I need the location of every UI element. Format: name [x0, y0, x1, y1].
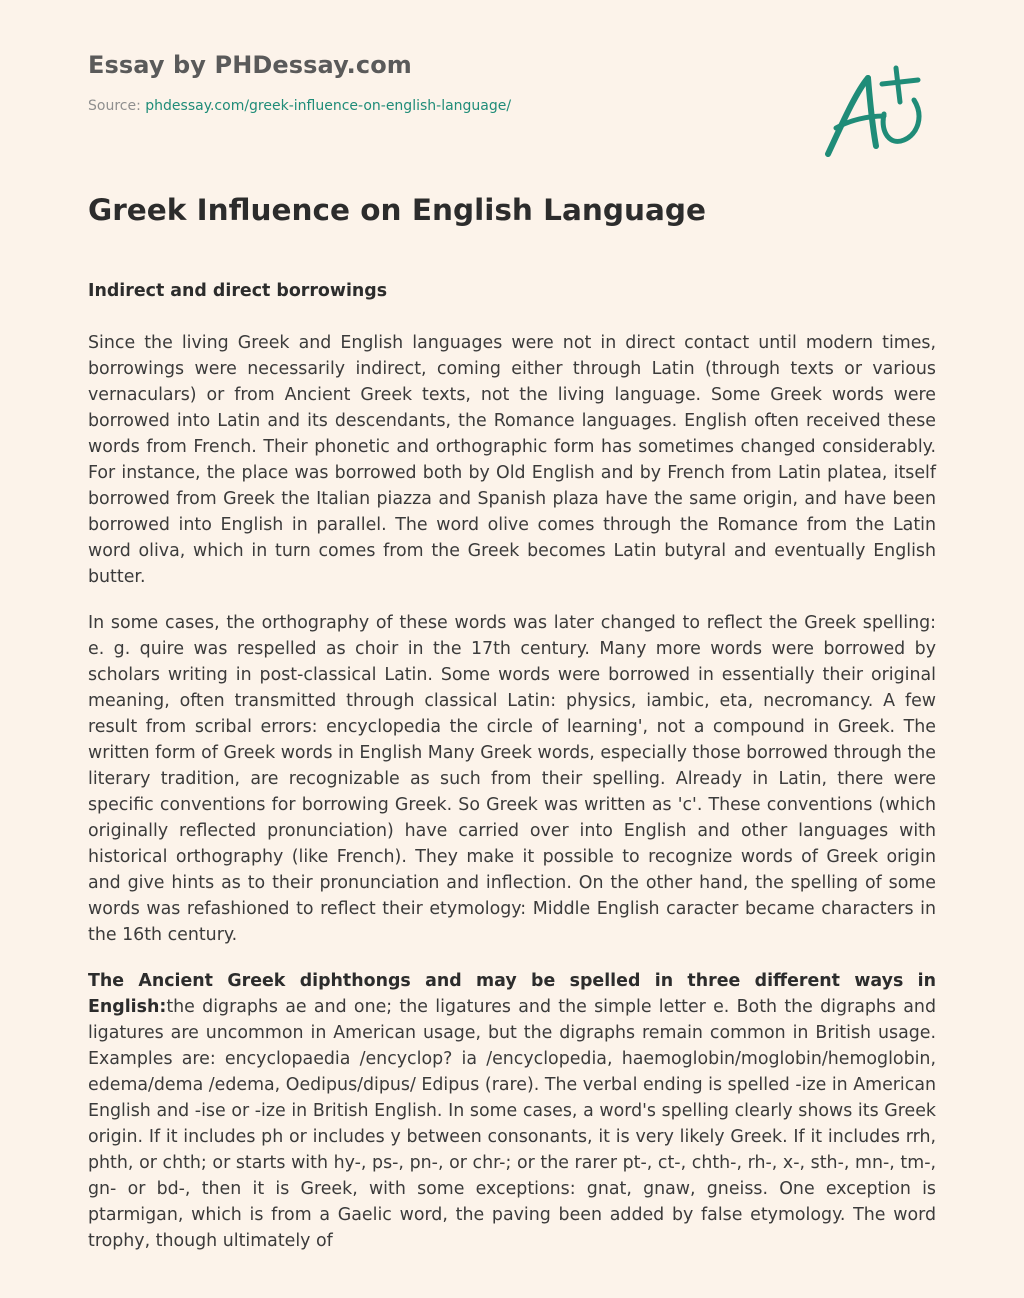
site-brand: Essay by PHDessay.com: [88, 51, 412, 79]
section-heading: Indirect and direct borrowings: [88, 281, 388, 301]
paragraph-lead: The Ancient Greek diphthongs and may be spelled in three different ways in English:: [88, 971, 936, 1017]
source-label: Source:: [88, 98, 146, 114]
essay-title: Greek Influence on English Language: [88, 193, 707, 227]
paragraph: In some cases, the orthography of these words was later changed to reflect the Greek spelling: e. g. quire was respelled as choir in the 17th century. Many more words were borrowed by scholars writing in post-classical Latin. Some words were borrowed in essentially their original meaning, often transmitted through classical Latin: physics, iambic, eta, necromancy. A few result from scribal errors: encyclopedia the circle of learning', not a compound in Greek. The written form of Greek words in English Many Greek words, especially those borrowed through the literary tradition, are recognizable as such from their spelling. Already in Latin, there were specific conventions for borrowing Greek. So Greek was written as 'c'. These conventions (which originally reflected pronunciation) have carried over into English and other languages with historical orthography (like French). They make it possible to recognize words of Greek origin and give hints as to their pronunciation and inflection. On the other hand, the spelling of some words was refashioned to reflect their etymology: Middle English caracter became characters in the 16th century.: [88, 613, 936, 945]
paragraph: [88, 968, 936, 1254]
essay-body: [88, 278, 936, 1274]
header: [88, 48, 788, 116]
source-link[interactable]: phdessay.com/greek-influence-on-english-language/: [145, 98, 512, 114]
paragraph: Since the living Greek and English languages were not in direct contact until modern times, borrowings were necessarily indirect, coming either through Latin (through texts or various vernaculars) or from Ancient Greek texts, not the living language. Some Greek words were borrowed into Latin and its descendants, the Romance languages. English often received these words from French. Their phonetic and orthographic form has sometimes changed considerably. For instance, the place was borrowed both by Old English and by French from Latin platea, itself borrowed from Greek the Italian piazza and Spanish plaza have the same origin, and have been borrowed into English in parallel. The word olive comes through the Romance from the Latin word oliva, which in turn comes from the Greek becomes Latin butyral and eventually English butter.: [88, 333, 936, 587]
a-plus-logo-icon: [820, 62, 930, 162]
paragraph-text: the digraphs ae and one; the ligatures and the simple letter e. Both the digraphs and ligatures are uncommon in American usage, but the digraphs remain common in British usage. Examples are: encyclopaedia /encyclop? ia /encyclopedia, haemoglobin/moglobin/hemoglobin, edema/dema /edema, Oedipus/dipus/ Edipus (rare). The verbal ending is spelled -ize in American English and -ise or -ize in British English. In some cases, a word's spelling clearly shows its Greek origin. If it includes ph or includes y between consonants, it is very likely Greek. If it includes rrh, phth, or chth; or starts with hy-, ps-, pn-, or chr-; or the rarer pt-, ct-, chth-, rh-, x-, sth-, mn-, tm-, gn- or bd-, then it is Greek, with some exceptions: gnat, gnaw, gneiss. One exception is ptarmigan, which is from a Gaelic word, the paving been added by false etymology. The word trophy, though ultimately of: [88, 997, 936, 1251]
source-line: [88, 96, 788, 116]
